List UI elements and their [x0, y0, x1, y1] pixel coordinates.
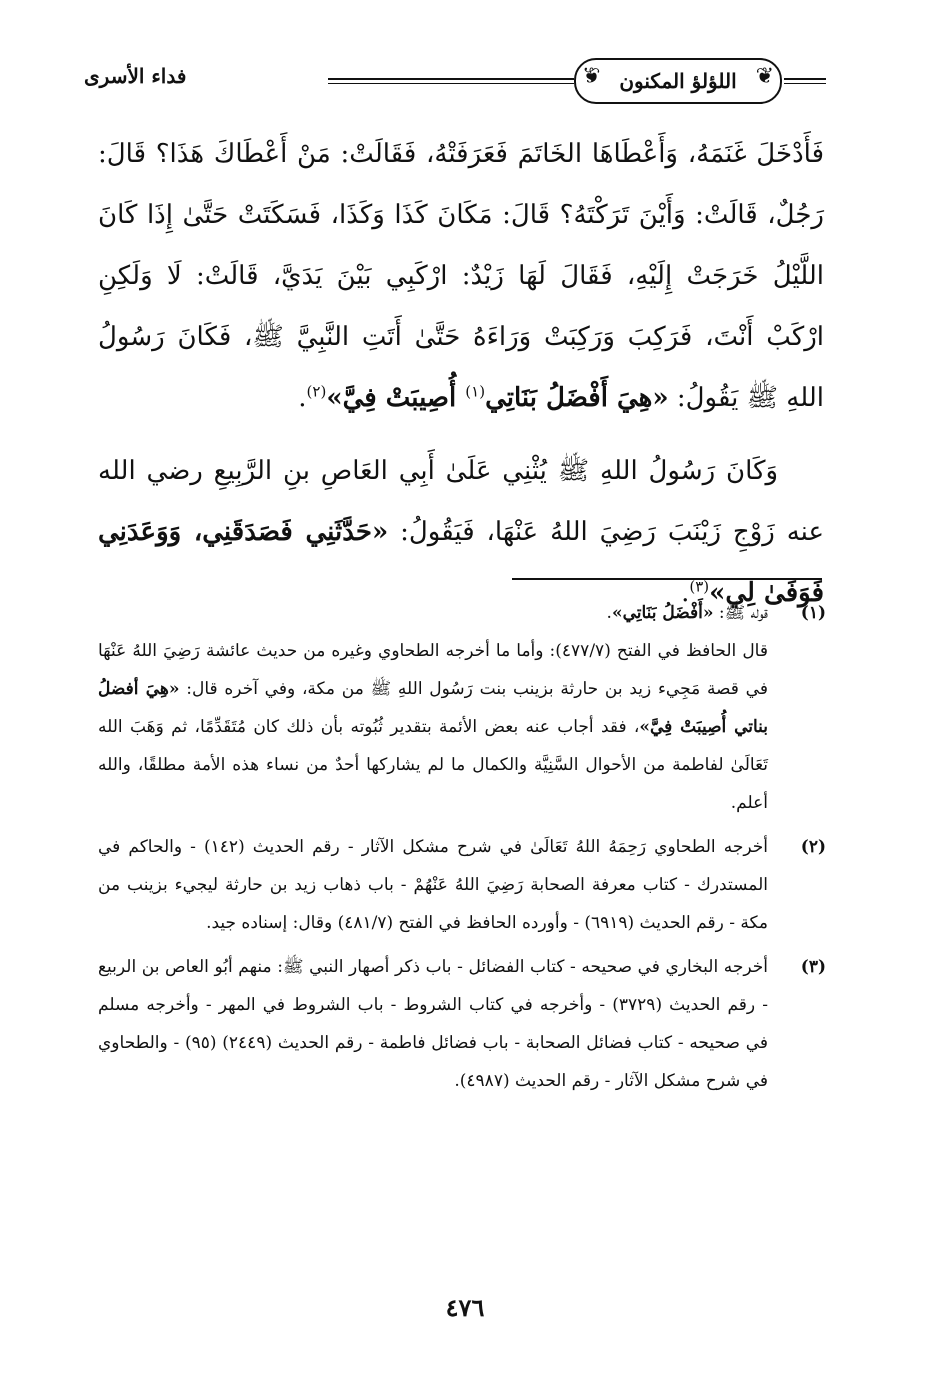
footnote-text: قوله ﷺ: [713, 603, 768, 623]
page-number: ٤٧٦ [445, 1293, 485, 1322]
running-header [84, 54, 826, 110]
book-title-cartouche [574, 58, 782, 104]
footnote-separator [512, 578, 822, 580]
footnote-line [98, 594, 768, 632]
footnote-text: أخرجه البخاري في صحيحه - كتاب الفضائل - باب ذكر أصهار النبي ﷺ: منهم أبُو العاص بن الربيع - رقم الحديث (٣٧٢٩) - وأخرجه في كتاب الشروط - باب الشروط في المهر - وأخرجه مسلم في صحيحه - كتاب فضائل الصحابة - باب فضائل فاطمة - رقم الحديث (٢٤٤٩) (٩٥) - والطحاوي في شرح مشكل الآثار - رقم الحديث (٤٩٨٧). [98, 957, 768, 1091]
footnote-ref-2: (٢) [306, 382, 327, 401]
hadith-quote-2: «حَدَّثَنِي فَصَدَقَنِي، وَوَعَدَنِي فَوَفَىٰ لِي» [98, 517, 824, 608]
footnote-text: . [606, 603, 612, 623]
footnote-line [98, 948, 768, 1100]
section-title: فداء الأسرى [84, 64, 187, 88]
footnote-number: (١) [800, 603, 826, 623]
paragraph-1 [98, 124, 824, 429]
footnote-bold: «أَفْضَلُ بَنَاتِي» [611, 603, 714, 623]
paragraph-1-end: . [298, 383, 307, 413]
footnote-text: قال الحافظ في الفتح (٤٧٧/٧): وأما ما أخرجه الطحاوي وغيره من حديث عائشة رَضِيَ اللهُ عَنْهَا في قصة مَجِيء زيد بن حارثة بزينب بنت رَسُول اللهِ ﷺ من مكة، وفي آخره قال: [98, 641, 768, 699]
header-rule-right [784, 78, 826, 80]
main-text [98, 124, 824, 624]
footnote-ref-3: (٣) [689, 577, 710, 596]
footnote-body [98, 594, 768, 822]
footnote-body [98, 948, 768, 1100]
footnote-number: (٣) [800, 957, 826, 977]
header-rule-middle [328, 78, 574, 80]
footnote-2 [98, 828, 826, 942]
footnote-ref-1: (١) [465, 382, 486, 401]
footnote-1 [98, 594, 826, 822]
footnote-number: (٢) [800, 837, 826, 857]
footnote-line [98, 828, 768, 942]
footnote-3 [98, 948, 826, 1100]
footnote-line [98, 632, 768, 822]
footnote-text: أخرجه الطحاوي رَحِمَهُ اللهُ تَعَالَىٰ في شرح مشكل الآثار - رقم الحديث (١٤٢) - والحاكم في المستدرك - كتاب معرفة الصحابة رَضِيَ اللهُ عَنْهُمْ - باب ذهاب زيد بن حارثة ليجيء بزينب من مكة - رقم الحديث (٦٩١٩) - وأورده الحافظ في الفتح (٤٨١/٧) وقال: إسناده جيد. [98, 837, 768, 933]
paragraph-2-text: وَكَانَ رَسُولُ اللهِ ﷺ يُثْنِي عَلَىٰ أَبِي العَاصِ بنِ الرَّبِيعِ رضي الله عنه زَوْجِ زَيْنَبَ رَضِيَ اللهُ عَنْهَا، فَيَقُولُ: [98, 456, 824, 547]
footnotes [98, 594, 826, 1106]
hadith-quote-1b: أُصِيبَتْ فِيَّ» [326, 383, 466, 413]
book-title: ❦ اللؤلؤ المكنون [619, 69, 737, 93]
footnote-bold: «هِيَ أفضلُ بناتي أُصِيبَتْ فِيَّ» [98, 679, 769, 737]
paragraph-2-end: . [681, 578, 690, 608]
footnote-body [98, 828, 768, 942]
hadith-quote-1a: «هِيَ أَفْضَلُ بَنَاتِي [485, 383, 669, 413]
footnote-text: ، فقد أجاب عنه بعض الأئمة بتقدير ثُبُوته بأن ذلك كان مُتَقَدِّمًا، ثم وَهَبَ الله تَعَالَىٰ لفاطمة من الأحوال السَّنِيَّة والكمال ما لم يشاركها أحدٌ من نساء هذه الأمة مطلقًا، والله أعلم. [98, 717, 768, 813]
paragraph-1-text: فَأَدْخَلَ غَنَمَهُ، وَأَعْطَاهَا الخَاتَمَ فَعَرَفَتْهُ، فَقَالَتْ: مَنْ أَعْطَاكَ هَذَا؟ قَالَ: رَجُلٌ، قَالَتْ: وَأَيْنَ تَرَكْتَهُ؟ قَالَ: مَكَانَ كَذَا وَكَذَا، فَسَكَتَتْ حَتَّىٰ إِذَا كَانَ اللَّيْلُ خَرَجَتْ إِلَيْهِ، فَقَالَ لَهَا زَيْدٌ: ارْكَبِي بَيْنَ يَدَيَّ، قَالَتْ: لَا وَلَكِنِ ارْكَبْ أَنْتَ، فَرَكِبَ وَرَكِبَتْ وَرَاءَهُ حَتَّىٰ أَتَتِ النَّبِيَّ ﷺ، فَكَانَ رَسُولُ اللهِ ﷺ يَقُولُ: [98, 139, 824, 413]
